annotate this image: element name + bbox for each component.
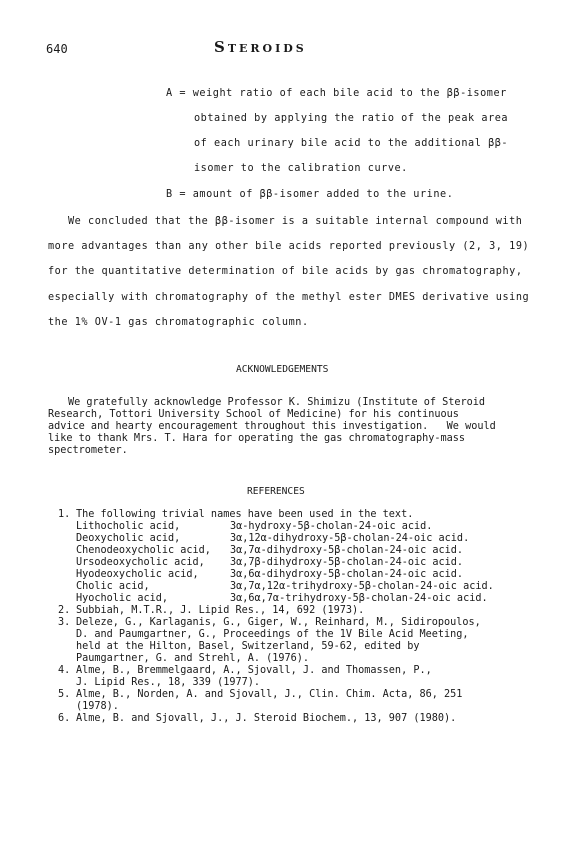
systematic-name: 3α,7β-dihydroxy-5β-cholan-24-oic acid. <box>230 557 464 568</box>
acknowledgements-line: like to thank Mrs. T. Hara for operating the gas chromatography-mass <box>48 433 466 444</box>
acknowledgements-line: spectrometer. <box>48 445 128 456</box>
reference-line: Alme, B., Norden, A. and Sjovall, J., Clin. Chim. Acta, 86, 251 <box>76 689 463 700</box>
systematic-name: 3α-hydroxy-5β-cholan-24-oic acid. <box>230 521 433 532</box>
systematic-name: 3α,7α,12α-trihydroxy-5β-cholan-24-oic acid. <box>230 581 494 592</box>
reference-line: held at the Hilton, Basel, Switzerland, 59-62, edited by <box>76 641 420 652</box>
trivial-name: Deoxycholic acid, <box>76 533 181 544</box>
reference-line: Alme, B. and Sjovall, J., J. Steroid Biochem., 13, 907 (1980). <box>76 713 457 724</box>
definition-b-label: B = amount of ββ-isomer added to the urine. <box>166 189 454 200</box>
definition-a-line: isomer to the calibration curve. <box>194 163 408 174</box>
systematic-name: 3α,7α-dihydroxy-5β-cholan-24-oic acid. <box>230 545 464 556</box>
reference-line: (1978). <box>76 701 119 712</box>
reference-1-intro: The following trivial names have been used in the text. <box>76 509 414 520</box>
reference-line: Deleze, G., Karlaganis, G., Giger, W., Reinhard, M., Sidiropoulos, <box>76 617 481 628</box>
reference-number: 3. <box>58 617 71 628</box>
trivial-name: Chenodeoxycholic acid, <box>76 545 211 556</box>
conclusion-line: more advantages than any other bile acids reported previously (2, 3, 19) <box>48 241 530 252</box>
definition-a-label: A = weight ratio of each bile acid to the ββ-isomer <box>166 88 507 99</box>
conclusion-line: the 1% OV-1 gas chromatographic column. <box>48 317 309 328</box>
definition-a-line: obtained by applying the ratio of the peak area <box>194 113 509 124</box>
trivial-name: Lithocholic acid, <box>76 521 181 532</box>
reference-number: 6. <box>58 713 71 724</box>
reference-number: 4. <box>58 665 71 676</box>
reference-line: Subbiah, M.T.R., J. Lipid Res., 14, 692 (1973). <box>76 605 365 616</box>
reference-number: 1. <box>58 509 71 520</box>
references-heading: REFERENCES <box>247 486 305 497</box>
page-number: 640 <box>46 42 68 56</box>
trivial-name: Cholic acid, <box>76 581 150 592</box>
trivial-name: Hyocholic acid, <box>76 593 169 604</box>
systematic-name: 3α,6α,7α-trihydroxy-5β-cholan-24-oic acid. <box>230 593 488 604</box>
reference-line: Alme, B., Bremmelgaard, A., Sjovall, J. and Thomassen, P., <box>76 665 432 676</box>
reference-line: J. Lipid Res., 18, 339 (1977). <box>76 677 261 688</box>
acknowledgements-line: advice and hearty encouragement throughout this investigation. We would <box>48 421 496 432</box>
reference-line: D. and Paumgartner, G., Proceedings of the 1V Bile Acid Meeting, <box>76 629 469 640</box>
acknowledgements-line: Research, Tottori University School of Medicine) for his continuous <box>48 409 459 420</box>
reference-number: 2. <box>58 605 71 616</box>
journal-title: Steroids <box>214 38 307 56</box>
acknowledgements-heading: ACKNOWLEDGEMENTS <box>236 364 329 375</box>
trivial-name: Ursodeoxycholic acid, <box>76 557 205 568</box>
acknowledgements-line: We gratefully acknowledge Professor K. Shimizu (Institute of Steroid <box>68 397 486 408</box>
reference-number: 5. <box>58 689 71 700</box>
trivial-name: Hyodeoxycholic acid, <box>76 569 199 580</box>
definition-a-line: of each urinary bile acid to the additional ββ- <box>194 138 509 149</box>
reference-line: Paumgartner, G. and Strehl, A. (1976). <box>76 653 310 664</box>
conclusion-line: especially with chromatography of the methyl ester DMES derivative using <box>48 292 530 303</box>
conclusion-line: for the quantitative determination of bile acids by gas chromatography, <box>48 266 523 277</box>
systematic-name: 3α,12α-dihydroxy-5β-cholan-24-oic acid. <box>230 533 470 544</box>
systematic-name: 3α,6α-dihydroxy-5β-cholan-24-oic acid. <box>230 569 464 580</box>
conclusion-line: We concluded that the ββ-isomer is a suitable internal compound with <box>68 216 523 227</box>
